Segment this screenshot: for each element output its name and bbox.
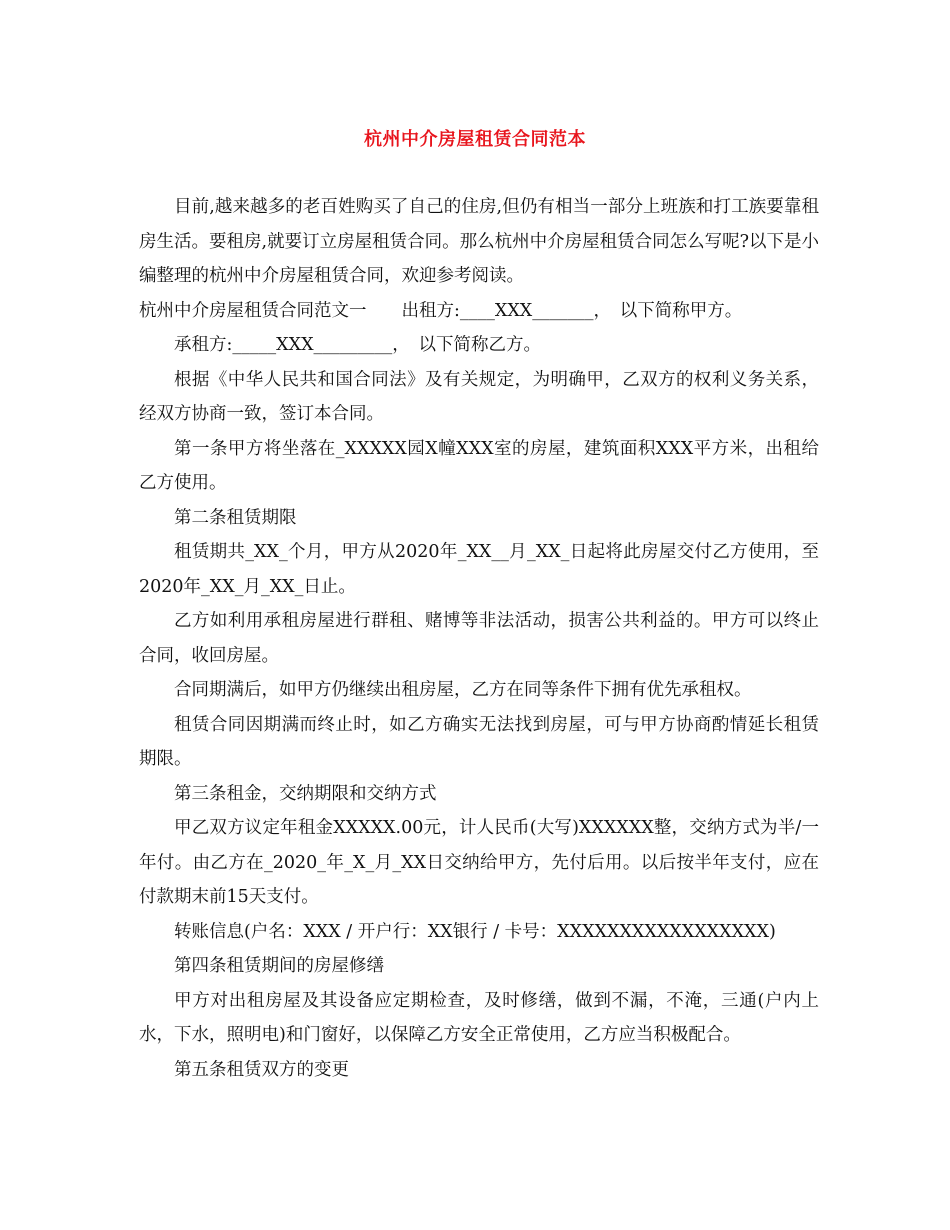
lessee-line: 承租方:_____XXX_________， 以下简称乙方。: [174, 335, 542, 355]
termination-paragraph: 乙方如利用承租房屋进行群租、赌博等非法活动，损害公共利益的。甲方可以终止合同，收回房屋。: [139, 611, 819, 666]
lessor-line: 杭州中介房屋租赁合同范文一 出租方:____XXX_______， 以下简称甲方。: [139, 300, 743, 321]
article-2-heading: 第二条租赁期限: [174, 507, 297, 528]
document-title: 杭州中介房屋租赁合同范本: [364, 129, 586, 150]
rent-paragraph: 甲乙双方议定年租金XXXXX.00元，计人民币(大写)XXXXXX整，交纳方式为半/一年付。由乙方在_2020_年_X_月_XX日交纳给甲方，先付后用。以后按半年支付，应在付款期末前15天支付。: [139, 818, 819, 907]
document-body: [139, 190, 819, 1087]
priority-paragraph: 合同期满后，如甲方仍继续出租房屋，乙方在同等条件下拥有优先承租权。: [174, 680, 752, 700]
article-4-heading: 第四条租赁期间的房屋修缮: [174, 956, 384, 976]
article-1-paragraph: 第一条甲方将坐落在_XXXXX园X幢XXX室的房屋，建筑面积XXX平方米，出租给乙方使用。: [139, 438, 819, 493]
transfer-info-paragraph: 转账信息(户名：XXX / 开户行：XX银行 / 卡号：XXXXXXXXXXXXXXXXX): [174, 921, 776, 942]
extension-paragraph: 租赁合同因期满而终止时，如乙方确实无法找到房屋，可与甲方协商酌情延长租赁期限。: [139, 714, 819, 769]
repair-paragraph: 甲方对出租房屋及其设备应定期检查，及时修缮，做到不漏，不淹，三通(户内上水，下水，照明电)和门窗好，以保障乙方安全正常使用，乙方应当积极配合。: [139, 990, 819, 1045]
basis-paragraph: 根据《中华人民共和国合同法》及有关规定，为明确甲，乙双方的权利义务关系，经双方协商一致，签订本合同。: [139, 369, 819, 424]
article-3-heading: 第三条租金，交纳期限和交纳方式: [174, 783, 437, 804]
intro-paragraph: 目前,越来越多的老百姓购买了自己的住房,但仍有相当一部分上班族和打工族要靠租房生活。要租房,就要订立房屋租赁合同。那么杭州中介房屋租赁合同怎么写呢?以下是小编整理的杭州中介房屋租赁合同，欢迎参考阅读。: [139, 197, 819, 286]
article-5-heading: 第五条租赁双方的变更: [174, 1059, 349, 1080]
lease-term-paragraph: 租赁期共_XX_个月，甲方从2020年_XX__月_XX_日起将此房屋交付乙方使用，至2020年_XX_月_XX_日止。: [139, 542, 819, 597]
